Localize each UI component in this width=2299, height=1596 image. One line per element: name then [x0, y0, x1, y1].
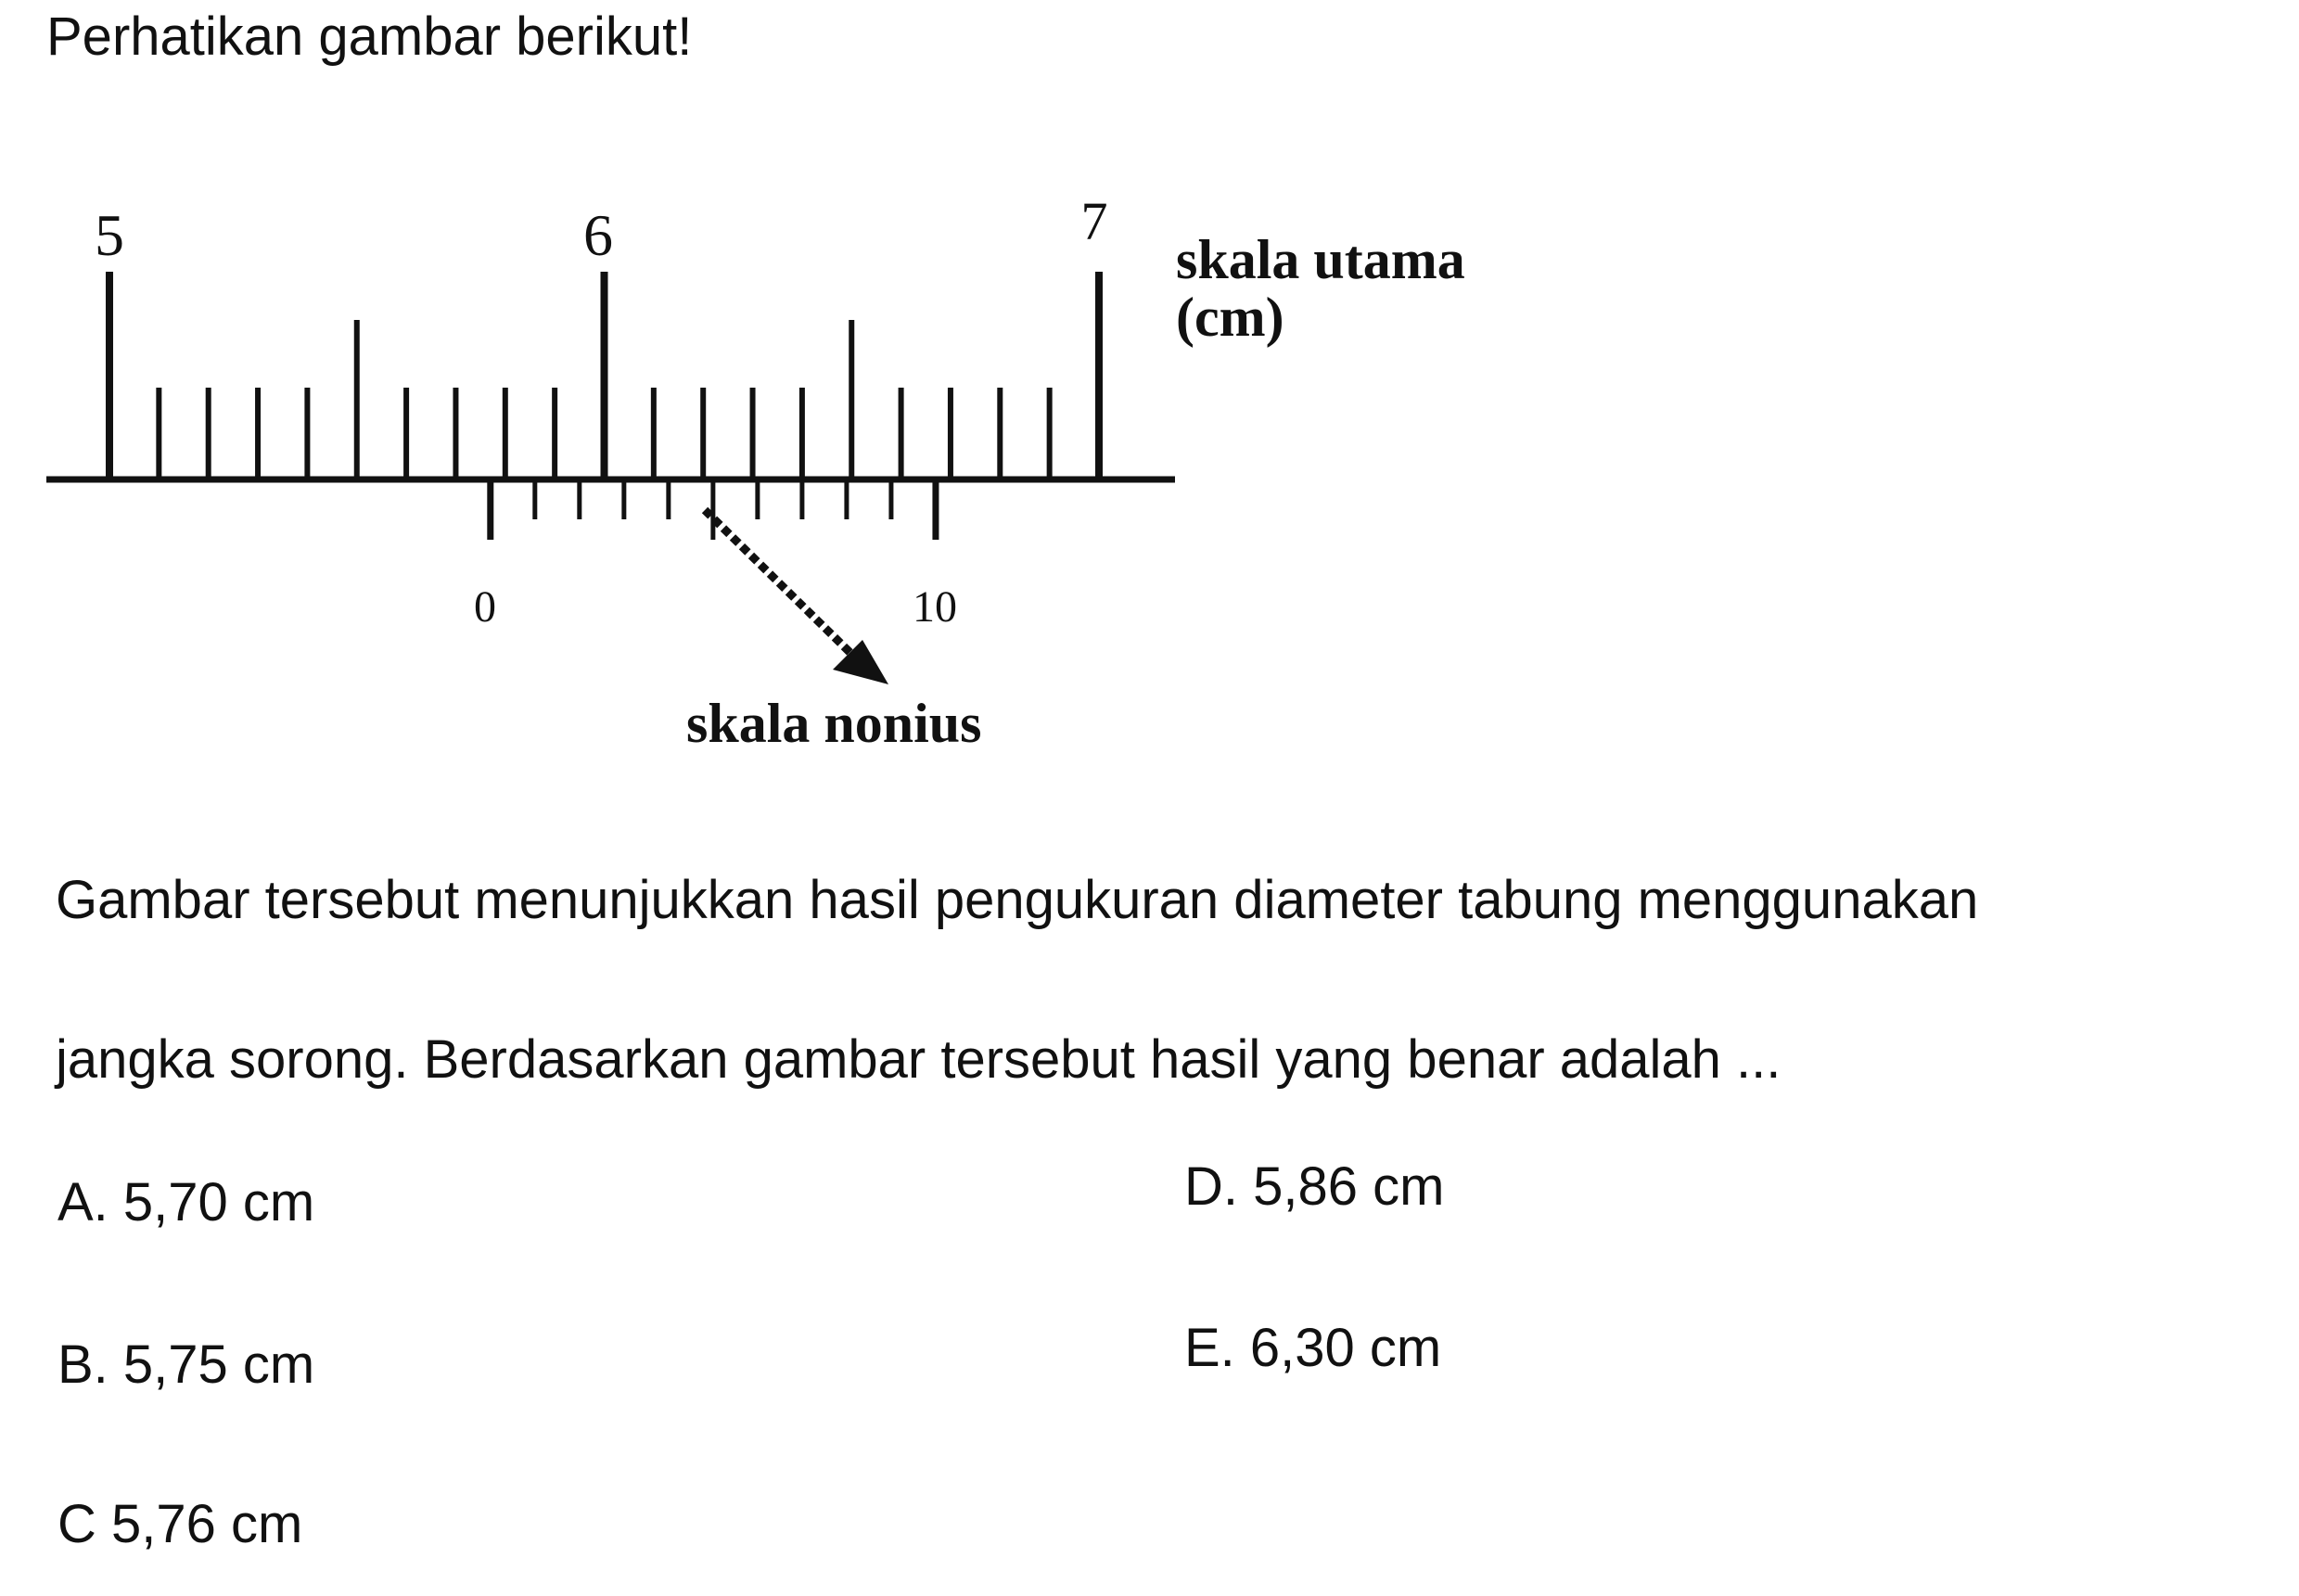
- instruction-text: Perhatikan gambar berikut!: [46, 6, 693, 67]
- pointer-arrow-head: [833, 640, 888, 684]
- option-e[interactable]: E. 6,30 cm: [1184, 1318, 1442, 1378]
- main-scale-number-7: 7: [1080, 191, 1108, 251]
- option-b[interactable]: B. 5,75 cm: [57, 1334, 315, 1395]
- option-d[interactable]: D. 5,86 cm: [1184, 1156, 1445, 1217]
- vernier-scale-label: skala nonius: [686, 693, 982, 754]
- main-scale-ticks: [109, 272, 1099, 479]
- main-scale-unit-label: (cm): [1176, 287, 1284, 348]
- vernier-number-0: 0: [474, 582, 496, 632]
- main-scale-label: skala utama: [1176, 229, 1465, 290]
- vernier-number-10: 10: [913, 582, 957, 632]
- pointer-arrow-shaft: [705, 510, 851, 654]
- question-text-line-2: jangka sorong. Berdasarkan gambar tersebut hasil yang benar adalah ...: [56, 1029, 1782, 1090]
- option-a[interactable]: A. 5,70 cm: [57, 1172, 315, 1232]
- vernier-scale-ticks: [491, 479, 936, 540]
- main-scale-number-6: 6: [583, 202, 613, 268]
- question-text-line-1: Gambar tersebut menunjukkan hasil pengukuran diameter tabung menggunakan: [56, 870, 1979, 930]
- option-c[interactable]: C 5,76 cm: [57, 1494, 303, 1554]
- main-scale-number-5: 5: [95, 202, 124, 268]
